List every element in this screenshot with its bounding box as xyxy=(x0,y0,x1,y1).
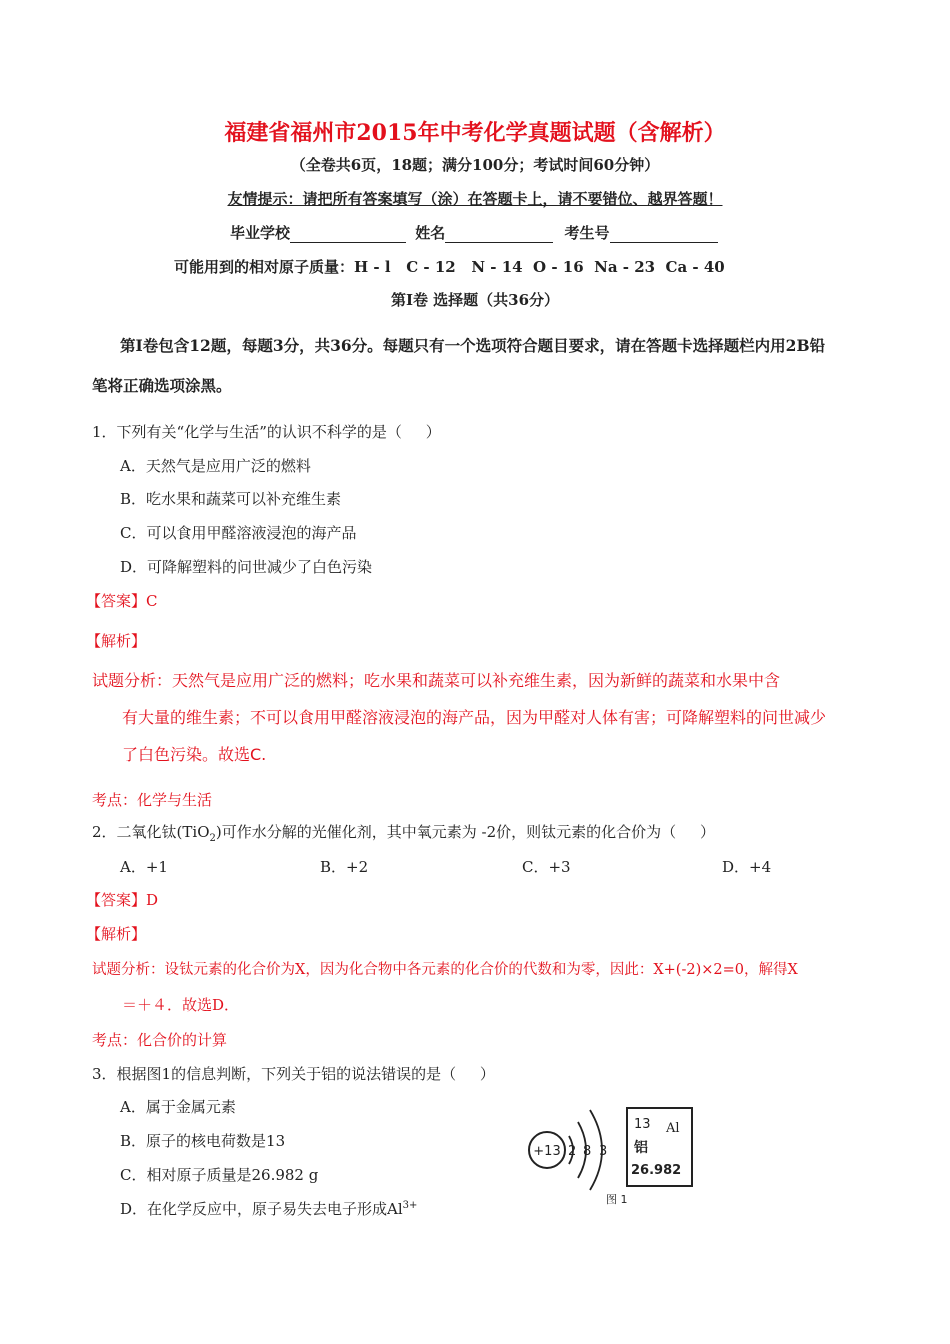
q1-point: 考点：化学与生活 xyxy=(92,791,213,809)
school-label: 毕业学校 xyxy=(230,224,291,242)
atomic-number: 13 xyxy=(634,1117,651,1132)
q1-answer: 【答案】C xyxy=(86,592,158,610)
student-info-row xyxy=(230,222,718,243)
q2-option-d: D．+4 xyxy=(722,858,772,876)
q2-analysis-line-1: 试题分析：设钛元素的化合价为X，因为化合物中各元素的化合价的代数和为零，因此：X+(-2)×2=0，解得X xyxy=(92,962,798,978)
q1-analysis-line-3: 了白色污染。故选C. xyxy=(122,745,267,764)
q2-stem-post: )可作水分解的光催化剂，其中氧元素为 -2价，则钛元素的化合价为（ ） xyxy=(215,823,715,841)
q2-option-a: A．+1 xyxy=(120,858,168,876)
atomic-mass: 26.982 xyxy=(631,1163,682,1178)
q2-option-b: B．+2 xyxy=(320,858,369,876)
q2-stem-sub: 2 xyxy=(209,833,216,844)
name-field[interactable] xyxy=(445,226,553,243)
exam-note: （全卷共6页，18题；满分100分；考试时间60分钟） xyxy=(290,156,660,174)
instructions-line-1: 第Ⅰ卷包含12题，每题3分，共36分。每题只有一个选项符合题目要求，请在答题卡选择题栏内用2B铅 xyxy=(120,336,826,355)
q3-option-b: B．原子的核电荷数是13 xyxy=(120,1132,286,1150)
instructions-line-2: 笔将正确选项涂黑。 xyxy=(92,376,232,395)
element-cell xyxy=(627,1108,692,1186)
q2-option-c: C．+3 xyxy=(522,858,571,876)
shell-electrons-1: 2 xyxy=(568,1144,577,1159)
q2-answer: 【答案】D xyxy=(86,891,159,909)
q1-option-d: D．可降解塑料的问世减少了白色污染 xyxy=(120,558,373,576)
section-title: 第Ⅰ卷 选择题（共36分） xyxy=(390,291,560,309)
q2-point: 考点：化合价的计算 xyxy=(92,1031,228,1049)
q3-option-c: C．相对原子质量是26.982 g xyxy=(120,1166,319,1184)
figure-1 xyxy=(520,1100,700,1210)
q3-option-d-text: D．在化学反应中，原子易失去电子形成Al xyxy=(120,1200,403,1218)
id-label: 考生号 xyxy=(564,224,610,242)
q3-option-a: A．属于金属元素 xyxy=(120,1098,236,1116)
q1-option-b: B．吃水果和蔬菜可以补充维生素 xyxy=(120,490,342,508)
q1-analysis-label: 【解析】 xyxy=(86,632,147,650)
q2-stem-pre: 2．二氧化钛(TiO xyxy=(92,823,210,841)
q3-stem: 3．根据图1的信息判断，下列关于铝的说法错误的是（ ） xyxy=(92,1065,495,1083)
shell-electrons-2: 8 xyxy=(583,1144,592,1159)
q1-analysis-line-1: 试题分析：天然气是应用广泛的燃料；吃水果和蔬菜可以补充维生素，因为新鲜的蔬菜和水果中含 xyxy=(92,671,781,690)
element-symbol: Al xyxy=(666,1121,680,1136)
q2-analysis-label: 【解析】 xyxy=(86,925,147,943)
atomic-mass-line: 可能用到的相对原子质量：H - l C - 12 N - 14 O - 16 Na - 23 Ca - 40 xyxy=(174,258,725,276)
name-label: 姓名 xyxy=(415,224,446,242)
page-title: 福建省福州市2015年中考化学真题试题（含解析） xyxy=(224,120,726,146)
nucleus-charge: +13 xyxy=(533,1144,561,1159)
q2-stem xyxy=(92,821,715,844)
q1-option-c: C．可以食用甲醛溶液浸泡的海产品 xyxy=(120,524,357,542)
id-field[interactable] xyxy=(610,226,718,243)
element-name: 铝 xyxy=(634,1140,648,1156)
q1-option-a: A．天然气是应用广泛的燃料 xyxy=(120,457,311,475)
atom-structure-diagram xyxy=(529,1110,607,1190)
figure-caption: 图 1 xyxy=(606,1193,628,1206)
q1-analysis-line-2: 有大量的维生素；不可以食用甲醛溶液浸泡的海产品，因为甲醛对人体有害；可降解塑料的问世减少 xyxy=(122,708,827,727)
q2-analysis-line-2: ＝＋４．故选D． xyxy=(122,996,240,1014)
q3-option-d-charge: 3+ xyxy=(402,1200,418,1211)
q3-option-d xyxy=(120,1198,417,1219)
q1-stem: 1．下列有关“化学与生活”的认识不科学的是（ ） xyxy=(92,423,441,441)
friendly-tip xyxy=(0,188,950,209)
school-field[interactable] xyxy=(290,226,406,243)
shell-electrons-3: 3 xyxy=(599,1144,608,1159)
friendly-tip-text: 友情提示：请把所有答案填写（涂）在答题卡上，请不要错位、越界答题！ xyxy=(227,190,723,208)
